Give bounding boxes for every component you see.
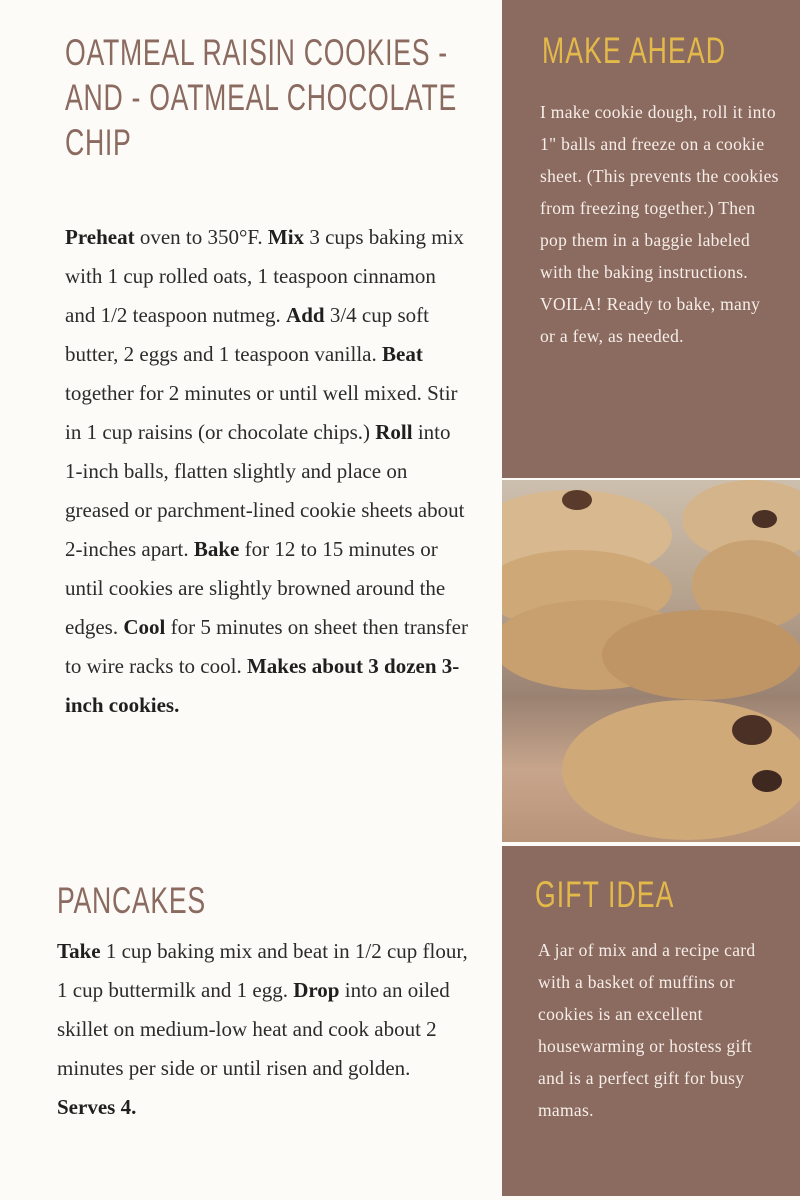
instruction-keyword: Preheat	[65, 225, 135, 249]
instruction-text: for 5 minutes on sheet then transfer to wire racks to cool.	[65, 615, 468, 678]
instruction-text: for 12 to 15 minutes or until cookies are slightly browned around the edges.	[65, 537, 446, 639]
instruction-keyword: Serves 4.	[57, 1095, 137, 1119]
gift-idea-title: GIFT IDEA	[535, 874, 675, 915]
recipe-title-pancakes: PANCAKES	[57, 880, 206, 921]
make-ahead-panel	[502, 0, 800, 478]
instruction-text: 3/4 cup soft butter, 2 eggs and 1 teaspoon vanilla.	[65, 303, 429, 366]
instruction-text: into 1-inch balls, flatten slightly and place on greased or parchment-lined cookie sheets about 2-inches apart.	[65, 420, 465, 561]
instruction-text: 3 cups baking mix with 1 cup rolled oats, 1 teaspoon cinnamon and 1/2 teaspoon nutmeg.	[65, 225, 464, 327]
recipe-title-oatmeal-cookies: OATMEAL RAISIN COOKIES -AND - OATMEAL CHOCOLATE CHIP	[65, 32, 458, 163]
instruction-keyword: Take	[57, 939, 101, 963]
instruction-keyword: Add	[286, 303, 325, 327]
instruction-keyword: Beat	[382, 342, 423, 366]
instruction-keyword: Bake	[193, 537, 240, 561]
instruction-text: together for 2 minutes or until well mixed. Stir in 1 cup raisins (or chocolate chips.)	[65, 381, 458, 444]
make-ahead-text: I make cookie dough, roll it into 1" balls and freeze on a cookie sheet. (This prevents the cookies from freezing together.) Then pop them in a baggie labeled with the baking instructions. VOILA! Ready to bake, many or a few, as needed.	[540, 102, 779, 346]
gift-idea-panel	[502, 846, 800, 1196]
instruction-text: oven to 350°F.	[134, 225, 268, 249]
instruction-keyword: Cool	[123, 615, 166, 639]
cookies-photo	[502, 480, 800, 842]
gift-idea-text: A jar of mix and a recipe card with a basket of muffins or cookies is an excellent housewarming or hostess gift and is a perfect gift for busy mamas.	[538, 940, 756, 1120]
instruction-keyword: Makes about 3 dozen 3-inch cookies.	[65, 654, 460, 717]
instruction-text: 1 cup baking mix and beat in 1/2 cup flour, 1 cup buttermilk and 1 egg.	[57, 939, 468, 1002]
instruction-keyword: Roll	[375, 420, 413, 444]
instruction-keyword: Drop	[293, 978, 340, 1002]
instruction-text: into an oiled skillet on medium-low heat and cook about 2 minutes per side or until risen and golden.	[57, 978, 450, 1080]
recipe-instructions-pancakes	[57, 932, 469, 1127]
make-ahead-title: MAKE AHEAD	[542, 30, 727, 71]
instruction-keyword: Mix	[267, 225, 305, 249]
recipe-instructions-oatmeal-cookies	[65, 218, 470, 725]
